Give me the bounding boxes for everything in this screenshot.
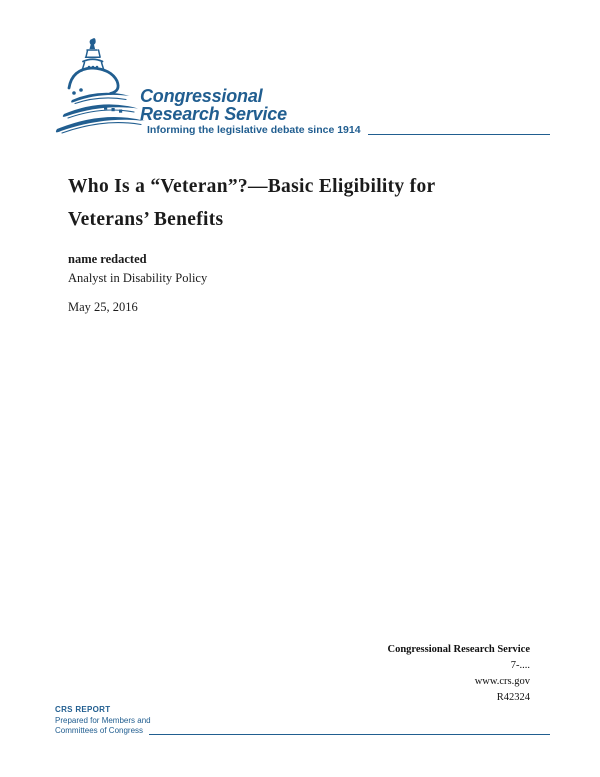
author-name: name redacted: [68, 252, 147, 266]
footer-rule: [149, 734, 550, 735]
crs-tagline-row: [147, 123, 550, 137]
footer-contact-block: [387, 642, 530, 706]
footer-org: Congressional Research Service: [387, 644, 530, 655]
footer-prepared-line2: Committees of Congress: [55, 726, 144, 735]
header-rule: [368, 134, 550, 135]
crs-tagline: Informing the legislative debate since 1914: [147, 124, 361, 136]
crs-wordmark-line1: Congressional: [140, 86, 263, 106]
crs-wordmark-line2: Research Service: [140, 104, 287, 124]
author-role: Analyst in Disability Policy: [68, 271, 208, 285]
footer-website: www.crs.gov: [474, 676, 530, 687]
author-block: [68, 250, 207, 288]
crs-report-label: CRS REPORT: [55, 705, 111, 714]
report-title-line1: Who Is a “Veteran”?—Basic Eligibility for: [68, 176, 436, 197]
crs-logo: [52, 36, 146, 145]
report-date: May 25, 2016: [68, 300, 138, 314]
report-title: [68, 171, 435, 236]
footer-crs-report-block: [55, 705, 550, 737]
footer-report-number: R42324: [496, 692, 530, 703]
crs-wordmark: [140, 87, 287, 123]
footer-phone: 7-....: [510, 660, 530, 671]
report-title-line2: Veterans’ Benefits: [68, 208, 224, 230]
footer-prepared-line1: Prepared for Members and: [55, 715, 151, 725]
capitol-dome-icon: [52, 36, 146, 140]
